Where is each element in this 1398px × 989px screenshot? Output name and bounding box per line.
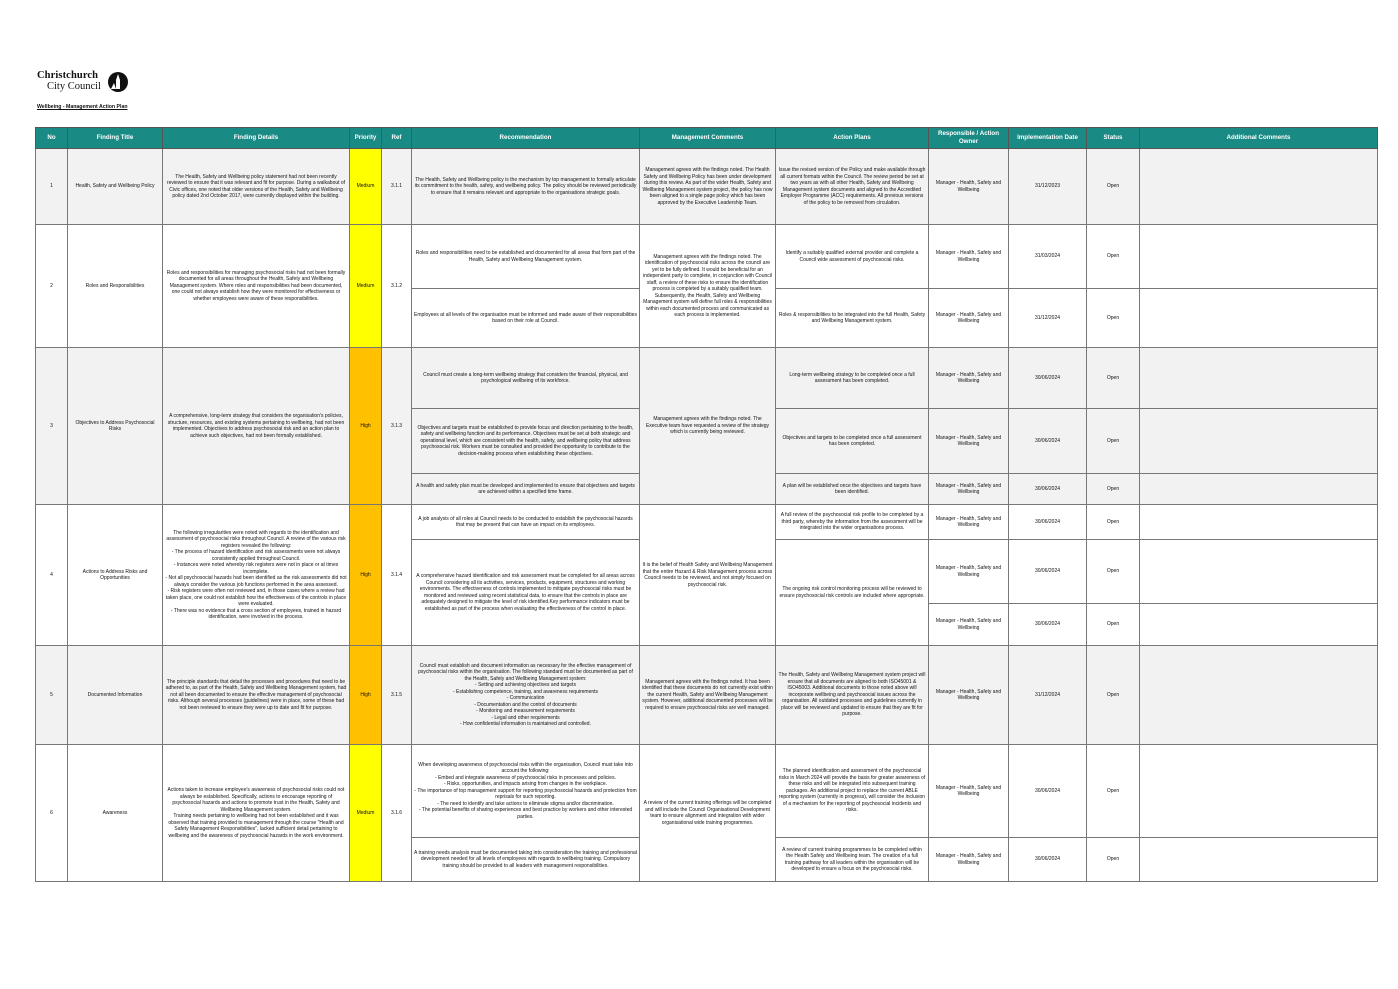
header-status: Status bbox=[1087, 128, 1140, 149]
finding-title: Health, Safety and Wellbeing Policy bbox=[68, 149, 163, 225]
recommendation: A comprehensive hazard identification and risk assessment must be completed for all areas across Council considering all its activities, services, products, equipment, structures and working environments. The effectiveness of controls implemented to mitigate psychosocial risks must be monitored and reviewed using recent statistical data, to ensure that the controls in place are adequately designed to mitigate the level of risk identified.Key performance indicators must be established as part of the process when evaluating the effectiveness of the control in place. bbox=[412, 540, 640, 646]
additional-comments bbox=[1140, 409, 1378, 474]
finding-title: Awareness bbox=[68, 745, 163, 882]
additional-comments bbox=[1140, 838, 1378, 882]
recommendation: The Health, Safety and Wellbeing policy is the mechanism by top management to formally articulate its commitment to the health, safety, and wellbeing policy. The policy should be reviewed periodically to ensure that it remains relevant and appropriate to the organisations strategic goals. bbox=[412, 149, 640, 225]
implementation-date: 31/12/2023 bbox=[1009, 149, 1087, 225]
table-header-row bbox=[36, 128, 1378, 149]
additional-comments bbox=[1140, 474, 1378, 505]
implementation-date: 30/06/2024 bbox=[1009, 540, 1087, 604]
finding-ref: 3.1.6 bbox=[382, 745, 412, 882]
additional-comments bbox=[1140, 225, 1378, 289]
action-owner: Manager - Health, Safety and Wellbeing bbox=[929, 225, 1009, 289]
implementation-date: 30/06/2024 bbox=[1009, 838, 1087, 882]
finding-details: Roles and responsibilities for managing psychosocial risks had not been formally documented for all areas throughout the Health, Safety and Wellbeing Management system. Where roles and responsibilities had been documented, one could not always establish how they were monitored for effectiveness or whether employees were aware of these responsibilities. bbox=[163, 225, 350, 348]
action-plan: A plan will be established once the objectives and targets have been identified. bbox=[776, 474, 929, 505]
management-comment: Management agrees with the findings noted. The Executive team have requested a review of the strategy which is currently being reviewed. bbox=[640, 348, 776, 505]
header-responsible-owner: Responsible / Action Owner bbox=[929, 128, 1009, 149]
council-logo bbox=[37, 70, 132, 96]
action-owner: Manager - Health, Safety and Wellbeing bbox=[929, 149, 1009, 225]
finding-details: A comprehensive, long-term strategy that considers the organisation's policies, structure, resources, and existing systems pertaining to wellbeing, had not been implemented. Objectives to address psychosocial risk and an action plan to achieve such objectives, had not been formally established. bbox=[163, 348, 350, 505]
header-action-plans: Action Plans bbox=[776, 128, 929, 149]
additional-comments bbox=[1140, 289, 1378, 348]
finding-title: Actions to Address Risks and Opportunities bbox=[68, 505, 163, 646]
management-comment: Management agrees with the findings noted. The Health Safety and Wellbeing Policy has been under development during this review. As part of the wider Health, Safety and Wellbeing Management system project, the policy has now been aligned to a single page policy which has been approved by the Executive Leadership Team. bbox=[640, 149, 776, 225]
implementation-date: 30/06/2024 bbox=[1009, 505, 1087, 540]
additional-comments bbox=[1140, 646, 1378, 745]
finding-no: 5 bbox=[36, 646, 68, 745]
table-row bbox=[36, 646, 1378, 745]
status: Open bbox=[1087, 646, 1140, 745]
finding-details: The principle standards that detail the processes and procedures that need to be adhered to, as part of the Health, Safety and Wellbeing Management system, had not all been documented to ensure the effective management of psychosocial risks. Although several processes (guidelines) were in place, some of these had not been reviewed to ensure they were up to date and fit for purpose. bbox=[163, 646, 350, 745]
action-owner: Manager - Health, Safety and Wellbeing bbox=[929, 540, 1009, 604]
header-priority: Priority bbox=[350, 128, 382, 149]
recommendation: Roles and responsibilities need to be established and documented for all areas that form part of the Health, Safety and Wellbeing Management system. bbox=[412, 225, 640, 289]
status: Open bbox=[1087, 838, 1140, 882]
implementation-date: 30/06/2024 bbox=[1009, 474, 1087, 505]
status: Open bbox=[1087, 225, 1140, 289]
finding-no: 1 bbox=[36, 149, 68, 225]
header-ref: Ref bbox=[382, 128, 412, 149]
table-row bbox=[36, 149, 1378, 225]
implementation-date: 31/12/2024 bbox=[1009, 646, 1087, 745]
management-comment: It is the belief of Health Safety and Wellbeing Management that the entire Hazard & Risk Management process across Council needs to be reviewed, and not simply focused on psychosocial risk. bbox=[640, 505, 776, 646]
recommendation: Objectives and targets must be established to provide focus and direction pertaining to the health, safety and wellbeing function and its performance. Objectives must be set at both strategic and operational level, which are consistent with the health, safety, and wellbeing policy that address psychosocial risk. Workers must be consulted and provided the opportunity to contribute to the decision-making process when establishing these objectives. bbox=[412, 409, 640, 474]
header-finding-title: Finding Title bbox=[68, 128, 163, 149]
action-plan: Roles & responsibilities to be integrated into the full Health, Safety and Wellbeing Management system. bbox=[776, 289, 929, 348]
implementation-date: 30/06/2024 bbox=[1009, 604, 1087, 646]
additional-comments bbox=[1140, 745, 1378, 838]
management-comment: A review of the current training offerings will be completed and will include the Council Organisational Development team to ensure alignment and integration with wider organisational wide training programmes. bbox=[640, 745, 776, 882]
management-comment: Management agrees with the findings noted. It has been identified that these documents do not currently exist within the current Health, Safety and Wellbeing Management system. However, additional documented processes will be required to ensure psychosocial risks are well managed. bbox=[640, 646, 776, 745]
finding-no: 6 bbox=[36, 745, 68, 882]
action-owner: Manager - Health, Safety and Wellbeing bbox=[929, 505, 1009, 540]
additional-comments bbox=[1140, 604, 1378, 646]
priority-badge: Medium bbox=[350, 149, 382, 225]
recommendation: A health and safety plan must be developed and implemented to ensure that objectives and targets are achieved within a specified time frame. bbox=[412, 474, 640, 505]
action-plan: Long-term wellbeing strategy to be completed once a full assessment has been completed. bbox=[776, 348, 929, 409]
status: Open bbox=[1087, 289, 1140, 348]
finding-details: The Health, Safety and Wellbeing policy statement had not been recently reviewed to ensure that it was relevant and fit for purpose. During a walkabout of Civic offices, one noted that older versions of the Health, Safety and Wellbeing policy dated 2nd October 2017, were currently displayed within the building. bbox=[163, 149, 350, 225]
action-plan: Objectives and targets to be completed once a full assessment has been completed. bbox=[776, 409, 929, 474]
action-plan: The planned identification and assessment of the psychosocial risks in March 2024 will provide the basis for greater awareness of these risks and will be integrated into subsequent training packages. An additional project to replace the current ABLE reporting system (currently in progress), will consider the inclusion of a mechanism for the reporting of psychosocial incidents and risks. bbox=[776, 745, 929, 838]
status: Open bbox=[1087, 604, 1140, 646]
status: Open bbox=[1087, 505, 1140, 540]
priority-badge: Medium bbox=[350, 745, 382, 882]
cathedral-emblem-icon bbox=[107, 71, 129, 93]
priority-badge: High bbox=[350, 348, 382, 505]
table-row bbox=[36, 505, 1378, 540]
priority-badge: Medium bbox=[350, 225, 382, 348]
action-plan: Identify a suitably qualified external provider and complete a Council wide assessment of psychosocial risks. bbox=[776, 225, 929, 289]
action-owner: Manager - Health, Safety and Wellbeing bbox=[929, 409, 1009, 474]
table-row bbox=[36, 225, 1378, 289]
finding-no: 3 bbox=[36, 348, 68, 505]
additional-comments bbox=[1140, 348, 1378, 409]
action-owner: Manager - Health, Safety and Wellbeing bbox=[929, 838, 1009, 882]
table-row bbox=[36, 745, 1378, 838]
recommendation: Council must establish and document information as necessary for the effective management of psychosocial risks within the organisation. The following standard must be documented as part of the Health, Safety and Wellbeing Management system: - Setting and achieving objectives and targets - Establishing competence, training, and awareness requirements - Communication - Documentation and the control of documents - Monitoring and measurement requirements - Legal and other requirements - How confidential information is maintained and controlled. bbox=[412, 646, 640, 745]
finding-ref: 3.1.1 bbox=[382, 149, 412, 225]
header-implementation-date: Implementation Date bbox=[1009, 128, 1087, 149]
finding-no: 2 bbox=[36, 225, 68, 348]
implementation-date: 31/12/2024 bbox=[1009, 289, 1087, 348]
page-subtitle: Wellbeing - Management Action Plan bbox=[37, 104, 128, 110]
finding-details: The following irregularities were noted with regards to the identification and assessment of psychosocial risks throughout Council. A review of the various risk registers revealed the following: - The process of hazard identification and risk assessments were not always consistently applied throughout Council. - Instances were noted whereby risk registers were not in place or at times incomplete. - Not all psychosocial hazards had been identified as the risk assessments did not always consider the various job functions performed in the area assessed. - Risk registers were often not reviewed and, in those cases where a review had taken place, one could not establish how the effectiveness of the controls in place were evaluated. - There was no evidence that a cross section of employees, trained in hazard identification, were involved in the process. bbox=[163, 505, 350, 646]
status: Open bbox=[1087, 348, 1140, 409]
finding-details: Actions taken to increase employee's awareness of psychosocial risks could not always be established. Specifically, actions to encourage reporting of psychosocial hazards and actions to promote trust in the Health, Safety and Wellbeing Management system. Training needs pertaining to wellbeing had not been established and it was observed that training provided to management through the course "Health and Safety Management Responsibilities", lacked sufficient detail pertaining to wellbeing and the awareness of psychosocial hazards in the work environment. bbox=[163, 745, 350, 882]
status: Open bbox=[1087, 149, 1140, 225]
finding-no: 4 bbox=[36, 505, 68, 646]
action-plan: The ongoing risk control monitoring process will be reviewed to ensure psychosocial risk controls are included where appropriate. bbox=[776, 540, 929, 646]
logo-line-2: City Council bbox=[47, 81, 101, 92]
header-no: No bbox=[36, 128, 68, 149]
header-additional-comments: Additional Comments bbox=[1140, 128, 1378, 149]
finding-ref: 3.1.4 bbox=[382, 505, 412, 646]
additional-comments bbox=[1140, 149, 1378, 225]
priority-badge: High bbox=[350, 505, 382, 646]
table-row bbox=[36, 348, 1378, 409]
recommendation: Council must create a long-term wellbeing strategy that considers the financial, physical, and psychological wellbeing of its workforce. bbox=[412, 348, 640, 409]
action-owner: Manager - Health, Safety and Wellbeing bbox=[929, 604, 1009, 646]
action-plan: Issue the revised version of the Policy and make available through all current formats within the Council. The review period be set at two years as with all other Health, Safety and Wellbeing Management system documents and aligned to the Accredited Employer Programme (ACC) requirements. All previous versions of the policy to be removed from circulation. bbox=[776, 149, 929, 225]
implementation-date: 30/06/2024 bbox=[1009, 348, 1087, 409]
finding-ref: 3.1.3 bbox=[382, 348, 412, 505]
management-comment: Management agrees with the findings noted. The identification of psychosocial risks across the council are yet to be fully defined. It would be beneficial for an independent party to complete, in conjunction with Council staff, a review of these risks to ensure the identification process is completed by a suitably qualified team. Subsequently, the Health, Safety and Wellbeing Management system will define full roles & responsibilities within each documented process and communicated as each process is implemented. bbox=[640, 225, 776, 348]
action-owner: Manager - Health, Safety and Wellbeing bbox=[929, 646, 1009, 745]
additional-comments bbox=[1140, 505, 1378, 540]
header-management-comments: Management Comments bbox=[640, 128, 776, 149]
recommendation: Employees at all levels of the organisation must be informed and made aware of their responsibilities based on their role at Council. bbox=[412, 289, 640, 348]
additional-comments bbox=[1140, 540, 1378, 604]
status: Open bbox=[1087, 474, 1140, 505]
action-plan: The Health, Safety and Wellbeing Management system project will ensure that all documents are aligned to both ISO45001 & ISO45003. Additional documents to those noted above will incorporate wellbeing and psychosocial issues across the organisation. All outdated processes and guidelines currently in place will be reviewed and updated to ensure that they are fit for purpose. bbox=[776, 646, 929, 745]
finding-ref: 3.1.2 bbox=[382, 225, 412, 348]
action-owner: Manager - Health, Safety and Wellbeing bbox=[929, 474, 1009, 505]
implementation-date: 31/03/2024 bbox=[1009, 225, 1087, 289]
finding-title: Roles and Responsibilities bbox=[68, 225, 163, 348]
status: Open bbox=[1087, 409, 1140, 474]
finding-title: Documented Information bbox=[68, 646, 163, 745]
action-plan: A full review of the psychosocial risk profile to be completed by a third party, whereby the information from the assessment will be integrated into the wider organisations process. bbox=[776, 505, 929, 540]
finding-ref: 3.1.5 bbox=[382, 646, 412, 745]
action-owner: Manager - Health, Safety and Wellbeing bbox=[929, 289, 1009, 348]
finding-title: Objectives to Address Psychosocial Risks bbox=[68, 348, 163, 505]
logo-line-1: Christchurch bbox=[37, 70, 99, 81]
action-plan-table bbox=[35, 127, 1378, 882]
status: Open bbox=[1087, 745, 1140, 838]
status: Open bbox=[1087, 540, 1140, 604]
recommendation: A training needs analysis must be documented taking into consideration the training and professional development needed for all levels of employees with regards to wellbeing training. Compulsory training should be provided to all leaders with management responsibilities. bbox=[412, 838, 640, 882]
header-finding-details: Finding Details bbox=[163, 128, 350, 149]
action-owner: Manager - Health, Safety and Wellbeing bbox=[929, 348, 1009, 409]
implementation-date: 30/06/2024 bbox=[1009, 745, 1087, 838]
action-owner: Manager - Health, Safety and Wellbeing bbox=[929, 745, 1009, 838]
recommendation: A job analysis of all roles at Council needs to be conducted to establish the psychosocial hazards that may be present that can have an impact on its employees. bbox=[412, 505, 640, 540]
action-plan: A review of current training programmes to be completed within the Health Safety and Wellbeing team. The creation of a full training pathway for all leaders within the organisation will be developed to ensure a focus on the psychosocial risks. bbox=[776, 838, 929, 882]
priority-badge: High bbox=[350, 646, 382, 745]
implementation-date: 30/06/2024 bbox=[1009, 409, 1087, 474]
header-recommendation: Recommendation bbox=[412, 128, 640, 149]
recommendation: When developing awareness of psychosocial risks within the organisation, Council must take into account the following: - Embed and integrate awareness of psychosocial risks in processes and policies. - Risks, opportunities, and impacts arising from changes in the workplace. - The importance of top management support for reporting psychosocial hazards and protection from reprisals for such reporting. - The need to identify and take actions to eliminate stigma and/or discrimination. - The potential benefits of sharing experiences and best practice by workers and other interested parties. bbox=[412, 745, 640, 838]
